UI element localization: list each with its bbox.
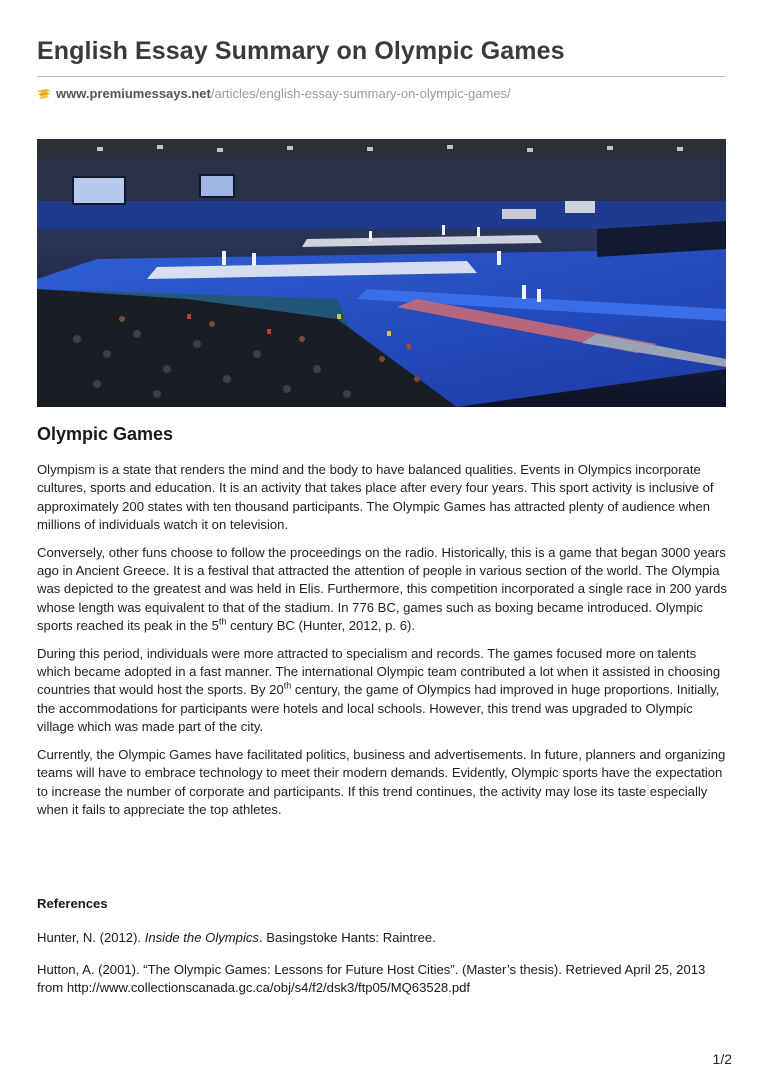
source-link[interactable] <box>37 86 511 101</box>
page-number: 1/2 <box>712 1051 732 1067</box>
reference-hutton: Hutton, A. (2001). “The Olympic Games: Lessons for Future Host Cities”. (Master’s thesis). Retrieved April 25, 2013 from http://www.collectionscanada.gc.ca/obj/s4/f2/dsk3/ftp05/MQ63528.pdf <box>37 962 706 996</box>
reference-hunter-author: Hunter, N. (2012). <box>37 930 145 945</box>
paragraph-3-superscript: th <box>283 681 292 692</box>
title-divider <box>37 76 725 77</box>
article-body <box>37 461 731 828</box>
paragraph-3 <box>37 645 731 737</box>
paragraph-4: Currently, the Olympic Games have facilitated politics, business and advertisements. In future, planners and organizing teams will have to embrace technology to meet their modern demands. Evidently, Olympic sports have the expectation to increase the number of corporate and participants. If this trend continues, the activity may lose its taste especially when it fails to appreciate the top athletes. <box>37 746 726 817</box>
references-heading: References <box>37 896 108 911</box>
source-domain[interactable]: www.premiumessays.net <box>56 86 211 101</box>
paragraph-3-text-end: century, the game of Olympics had improved in huge proportions. Initially, the accommodations for participants were hotels and local schools. However, this trend was upgraded to Olympic village which was made part of the city. <box>37 682 720 735</box>
reference-hunter <box>37 929 436 947</box>
paragraph-2 <box>37 544 731 636</box>
section-heading: Olympic Games <box>37 424 174 444</box>
paragraph-2-text-end: century BC (Hunter, 2012, p. 6). <box>226 618 415 634</box>
reference-hunter-title: Inside the Olympics <box>144 930 259 945</box>
paragraph-1: Olympism is a state that renders the mind and the body to have balanced qualities. Events in Olympics incorporate cultures, sports and education. It is an activity that takes place after every four years. This sport activity is inclusive of approximately 200 states with ten thousand participants. The Olympic Games has attracted plenty of audience when millions of individuals watch it on television. <box>37 462 714 533</box>
paragraph-3-text: During this period, individuals were more attracted to specialism and records. The games focused more on talents which became adopted in a fast manner. The international Olympic team contributed a lot when it assisted in choosing countries that would host the sports. By 20 <box>37 645 721 698</box>
reference-hunter-publisher: . Basingstoke Hants: Raintree. <box>258 930 436 945</box>
paragraph-2-text: Conversely, other funs choose to follow the proceedings on the radio. Historically, this is a game that began 3000 years ago in Ancient Greece. It is a festival that attracted the attention of people in various section of the world. The Olympia was depicted to the greatest and was held in Elis. Furthermore, this competition incorporated a single race in 200 yards whose length was equivalent to that of the stadium. In 776 BC, games such as boxing became introduced. Olympic sports reached its peak in the 5 <box>37 544 727 634</box>
document-title: English Essay Summary on Olympic Games <box>37 37 565 65</box>
source-path[interactable]: /articles/english-essay-summary-on-olympic-games/ <box>210 86 511 101</box>
fencing-arena-photo <box>37 139 726 407</box>
paragraph-2-superscript: th <box>218 616 227 627</box>
premiumessays-logo-icon <box>37 87 51 97</box>
